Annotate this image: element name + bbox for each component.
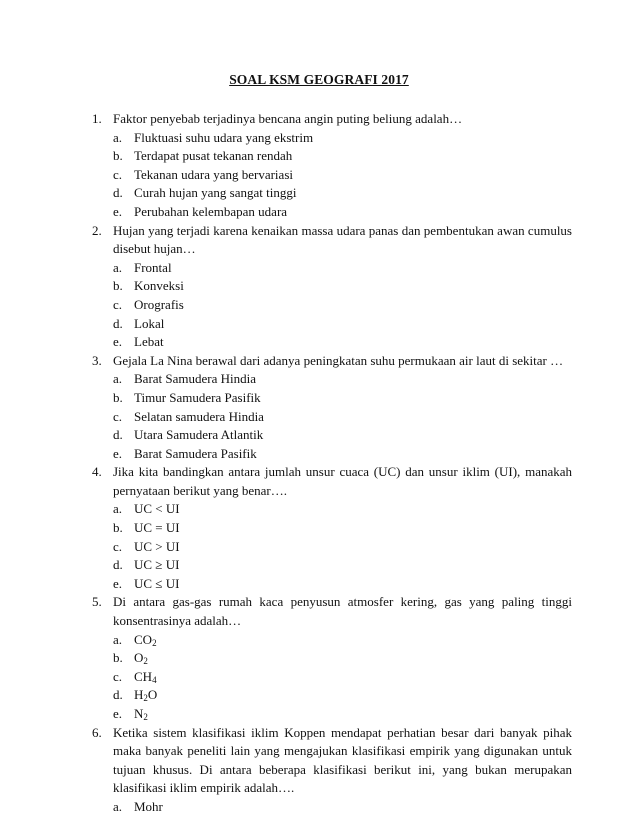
option-letter: e. bbox=[113, 334, 123, 350]
answer-option bbox=[113, 408, 572, 427]
answer-option bbox=[113, 798, 572, 817]
answer-option bbox=[113, 203, 572, 222]
option-text: Tekanan udara yang bervariasi bbox=[134, 166, 293, 182]
option-text-suffix: O bbox=[147, 687, 158, 703]
question-text: Faktor penyebab terjadinya bencana angin puting beliung adalah… bbox=[113, 111, 463, 126]
option-subscript: 2 bbox=[152, 637, 157, 648]
option-text: UC = UI bbox=[134, 520, 180, 536]
question-item bbox=[92, 352, 572, 464]
option-text: Fluktuasi suhu udara yang ekstrim bbox=[134, 129, 314, 145]
option-subscript: 2 bbox=[143, 693, 148, 704]
option-text: UC ≤ UI bbox=[134, 575, 180, 591]
option-letter: c. bbox=[113, 408, 123, 424]
answer-option bbox=[113, 426, 572, 445]
option-text: UC < UI bbox=[134, 501, 180, 517]
option-list bbox=[113, 129, 572, 222]
question-text: Di antara gas-gas rumah kaca penyusun atmosfer kering, gas yang paling tinggi konsentrasinya adalah… bbox=[113, 594, 572, 629]
option-text: Lebat bbox=[134, 334, 164, 350]
answer-option bbox=[113, 184, 572, 203]
question-text: Gejala La Nina berawal dari adanya peningkatan suhu permukaan air laut di sekitar … bbox=[113, 352, 564, 368]
option-text: Timur Samudera Pasifik bbox=[134, 389, 261, 405]
option-text: Selatan samudera Hindia bbox=[134, 408, 264, 424]
option-letter: d. bbox=[113, 427, 123, 443]
option-list bbox=[113, 370, 572, 463]
option-letter: a. bbox=[113, 798, 123, 814]
option-text: Barat Samudera Pasifik bbox=[134, 445, 257, 461]
option-letter: b. bbox=[113, 650, 123, 666]
option-text: CO bbox=[134, 631, 153, 647]
answer-option bbox=[113, 315, 572, 334]
option-letter: e. bbox=[113, 445, 123, 461]
answer-option bbox=[113, 370, 572, 389]
question-number: 2. bbox=[92, 222, 102, 238]
option-text: Mohr bbox=[134, 798, 163, 814]
answer-option bbox=[113, 147, 572, 166]
option-letter: a. bbox=[113, 259, 123, 275]
answer-option bbox=[113, 686, 572, 705]
option-letter: a. bbox=[113, 129, 123, 145]
answer-option bbox=[113, 277, 572, 296]
answer-option bbox=[113, 649, 572, 668]
option-text: CH bbox=[134, 668, 153, 684]
option-text: Orografis bbox=[134, 296, 184, 312]
question-item bbox=[92, 463, 572, 593]
question-text: Hujan yang terjadi karena kenaikan massa udara panas dan pembentukan awan cumulus disebut hujan… bbox=[113, 222, 572, 257]
question-item bbox=[92, 222, 572, 352]
question-number: 5. bbox=[92, 594, 102, 610]
option-text: Terdapat pusat tekanan rendah bbox=[134, 148, 293, 164]
answer-option bbox=[113, 129, 572, 148]
question-number: 3. bbox=[92, 352, 102, 368]
answer-option bbox=[113, 538, 572, 557]
option-text: Utara Samudera Atlantik bbox=[134, 427, 264, 443]
option-text: H bbox=[134, 687, 144, 703]
option-text: O bbox=[134, 650, 144, 666]
question-text: Ketika sistem klasifikasi iklim Koppen mendapat perhatian besar dari banyak pihak maka banyak peneliti lain yang mengajukan klasifikasi empirik yang digunakan untuk tujuan khusus. Di antara beberapa klasifikasi berikut ini, yang bukan merupakan klasifikasi iklim empirik adalah…. bbox=[113, 724, 572, 796]
option-text: Curah hujan yang sangat tinggi bbox=[134, 185, 297, 201]
option-letter: b. bbox=[113, 520, 123, 536]
answer-option bbox=[113, 166, 572, 185]
option-letter: a. bbox=[113, 631, 123, 647]
option-letter: c. bbox=[113, 538, 123, 554]
option-letter: b. bbox=[113, 389, 123, 405]
question-list bbox=[92, 110, 572, 817]
document-title: SOAL KSM GEOGRAFI 2017 bbox=[229, 72, 409, 87]
option-text: N bbox=[134, 706, 144, 721]
option-text: Perubahan kelembapan udara bbox=[134, 203, 288, 219]
answer-option bbox=[113, 296, 572, 315]
option-letter: c. bbox=[113, 296, 123, 312]
answer-option bbox=[113, 445, 572, 464]
option-subscript: 2 bbox=[143, 656, 148, 667]
option-letter: d. bbox=[113, 185, 123, 201]
question-number: 6. bbox=[92, 724, 102, 740]
question-text: Jika kita bandingkan antara jumlah unsur cuaca (UC) dan unsur iklim (UI), manakah pernyataan berikut yang benar…. bbox=[113, 464, 572, 498]
question-number: 4. bbox=[92, 464, 102, 480]
option-letter: c. bbox=[113, 668, 123, 684]
option-letter: e. bbox=[113, 706, 123, 721]
option-subscript: 4 bbox=[152, 674, 157, 685]
option-list bbox=[113, 259, 572, 352]
answer-option bbox=[113, 705, 572, 724]
answer-option bbox=[113, 556, 572, 575]
option-letter: b. bbox=[113, 278, 123, 294]
answer-option bbox=[113, 500, 572, 519]
option-letter: b. bbox=[113, 148, 123, 164]
option-text: UC > UI bbox=[134, 538, 180, 554]
option-text: Konveksi bbox=[134, 278, 184, 294]
option-letter: a. bbox=[113, 501, 123, 517]
option-list bbox=[113, 500, 572, 593]
answer-option bbox=[113, 668, 572, 687]
question-item bbox=[92, 110, 572, 222]
option-text: UC ≥ UI bbox=[134, 557, 180, 573]
option-letter: d. bbox=[113, 557, 123, 573]
option-letter: a. bbox=[113, 371, 123, 387]
question-number: 1. bbox=[92, 111, 102, 126]
answer-option bbox=[113, 575, 572, 594]
question-item bbox=[92, 724, 572, 817]
option-list bbox=[113, 798, 572, 817]
option-letter: d. bbox=[113, 687, 123, 703]
answer-option bbox=[113, 259, 572, 278]
option-text: Barat Samudera Hindia bbox=[134, 371, 257, 387]
option-letter: c. bbox=[113, 166, 123, 182]
option-letter: e. bbox=[113, 203, 123, 219]
option-text: Lokal bbox=[134, 315, 165, 331]
option-text: Frontal bbox=[134, 259, 172, 275]
answer-option bbox=[113, 333, 572, 352]
answer-option bbox=[113, 631, 572, 650]
answer-option bbox=[113, 519, 572, 538]
question-item bbox=[92, 593, 572, 723]
option-letter: e. bbox=[113, 575, 123, 591]
option-letter: d. bbox=[113, 315, 123, 331]
option-subscript: 2 bbox=[143, 712, 148, 722]
option-list bbox=[113, 631, 572, 724]
answer-option bbox=[113, 389, 572, 408]
